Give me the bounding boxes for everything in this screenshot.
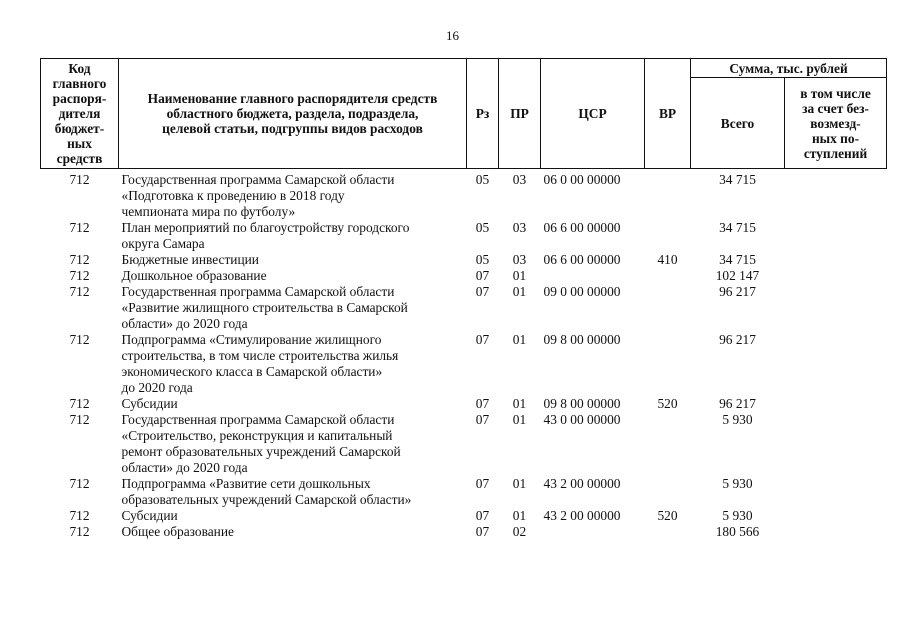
cell-code: 712 xyxy=(69,252,90,267)
cell-vr xyxy=(645,284,691,332)
cell-name-line: округа Самара xyxy=(121,236,205,251)
cell-rz: 05 xyxy=(475,220,490,235)
cell-gratuitous xyxy=(785,220,887,252)
cell-code: 712 xyxy=(69,172,90,187)
cell-rz: 07 xyxy=(475,284,490,299)
cell-csr: 09 8 00 00000 xyxy=(543,396,621,411)
cell-gratuitous xyxy=(785,524,887,540)
cell-name-line: Общее образование xyxy=(121,524,234,539)
cell-pr: 02 xyxy=(512,524,527,539)
cell-pr: 01 xyxy=(512,476,527,491)
cell-rz: 05 xyxy=(475,252,490,267)
cell-gratuitous xyxy=(785,508,887,524)
cell-name-line: области» до 2020 года xyxy=(121,460,248,475)
cell-name-line: Бюджетные инвестиции xyxy=(121,252,259,267)
cell-pr: 01 xyxy=(512,508,527,523)
table-row xyxy=(41,524,887,540)
cell-vr: 520 xyxy=(657,396,678,411)
cell-csr: 06 6 00 00000 xyxy=(543,220,621,235)
table-row xyxy=(41,508,887,524)
cell-vr: 410 xyxy=(657,252,678,267)
cell-name xyxy=(119,476,467,508)
cell-vr xyxy=(645,412,691,476)
budget-table xyxy=(40,58,887,540)
cell-pr: 01 xyxy=(512,396,527,411)
cell-rz: 07 xyxy=(475,412,490,427)
header-gratuitous: в том числе за счет без- возмезд- ных по- ступлений xyxy=(785,78,887,169)
cell-name-line: Подпрограмма «Развитие сети дошкольных xyxy=(121,476,371,491)
cell-pr: 01 xyxy=(512,412,527,427)
cell-name-line: ремонт образовательных учреждений Самарской xyxy=(121,444,401,459)
cell-name-line: строительства, в том числе строительства жилья xyxy=(121,348,399,363)
cell-name-line: Субсидии xyxy=(121,508,178,523)
cell-gratuitous xyxy=(785,284,887,332)
cell-name xyxy=(119,396,467,412)
cell-code: 712 xyxy=(69,396,90,411)
cell-total: 180 566 xyxy=(715,524,760,539)
header-vr: ВР xyxy=(645,59,691,169)
cell-rz: 07 xyxy=(475,508,490,523)
cell-name-line: Субсидии xyxy=(121,396,178,411)
cell-total: 34 715 xyxy=(719,252,756,267)
cell-rz: 07 xyxy=(475,476,490,491)
table-row xyxy=(41,396,887,412)
cell-code: 712 xyxy=(69,508,90,523)
cell-code: 712 xyxy=(69,284,90,299)
cell-vr xyxy=(645,268,691,284)
cell-gratuitous xyxy=(785,396,887,412)
cell-total: 34 715 xyxy=(719,220,756,235)
cell-name xyxy=(119,332,467,396)
cell-csr: 43 2 00 00000 xyxy=(543,476,621,491)
cell-total: 96 217 xyxy=(719,284,756,299)
cell-name-line: образовательных учреждений Самарской области» xyxy=(121,492,412,507)
cell-name-line: Государственная программа Самарской области xyxy=(121,172,395,187)
cell-name-line: План мероприятий по благоустройству городского xyxy=(121,220,410,235)
cell-rz: 05 xyxy=(475,172,490,187)
cell-vr: 520 xyxy=(657,508,678,523)
table-row xyxy=(41,220,887,252)
cell-csr xyxy=(541,268,645,284)
cell-code: 712 xyxy=(69,524,90,539)
cell-pr: 01 xyxy=(512,268,527,283)
header-csr: ЦСР xyxy=(541,59,645,169)
cell-code: 712 xyxy=(69,268,90,283)
table-row xyxy=(41,252,887,268)
table-body xyxy=(41,169,887,541)
cell-code: 712 xyxy=(69,412,90,427)
cell-vr xyxy=(645,524,691,540)
cell-pr: 03 xyxy=(512,220,527,235)
cell-csr: 43 0 00 00000 xyxy=(543,412,621,427)
cell-gratuitous xyxy=(785,268,887,284)
cell-rz: 07 xyxy=(475,268,490,283)
header-name: Наименование главного распорядителя средств областного бюджета, раздела, подраздела, целевой статьи, подгруппы видов расходов xyxy=(119,59,467,169)
cell-csr: 43 2 00 00000 xyxy=(543,508,621,523)
page-number: 16 xyxy=(446,28,459,43)
cell-code: 712 xyxy=(69,332,90,347)
cell-csr: 09 0 00 00000 xyxy=(543,284,621,299)
cell-name-line: «Строительство, реконструкция и капитальный xyxy=(121,428,393,443)
header-code: Код главного распоря- дителя бюджет- ных средств xyxy=(41,59,119,169)
cell-pr: 03 xyxy=(512,252,527,267)
cell-code: 712 xyxy=(69,476,90,491)
cell-name-line: Государственная программа Самарской области xyxy=(121,284,395,299)
cell-total: 96 217 xyxy=(719,396,756,411)
cell-vr xyxy=(645,332,691,396)
cell-name xyxy=(119,252,467,268)
cell-total: 34 715 xyxy=(719,172,756,187)
table-row xyxy=(41,169,887,221)
table-row xyxy=(41,412,887,476)
cell-total: 96 217 xyxy=(719,332,756,347)
header-sum: Сумма, тыс. рублей xyxy=(691,59,887,78)
cell-name xyxy=(119,169,467,221)
cell-name-line: области» до 2020 года xyxy=(121,316,248,331)
table-row xyxy=(41,284,887,332)
cell-total: 102 147 xyxy=(715,268,760,283)
cell-csr xyxy=(541,524,645,540)
header-total: Всего xyxy=(691,78,785,169)
cell-name-line: «Развитие жилищного строительства в Самарской xyxy=(121,300,408,315)
cell-pr: 01 xyxy=(512,332,527,347)
cell-name-line: чемпионата мира по футболу» xyxy=(121,204,296,219)
cell-total: 5 930 xyxy=(722,476,753,491)
table-row xyxy=(41,268,887,284)
cell-name xyxy=(119,508,467,524)
cell-vr xyxy=(645,476,691,508)
cell-rz: 07 xyxy=(475,524,490,539)
header-pr: ПР xyxy=(499,59,541,169)
cell-csr: 06 0 00 00000 xyxy=(543,172,621,187)
header-rz: Рз xyxy=(467,59,499,169)
cell-gratuitous xyxy=(785,332,887,396)
cell-vr xyxy=(645,169,691,221)
cell-name-line: Государственная программа Самарской области xyxy=(121,412,395,427)
cell-gratuitous xyxy=(785,169,887,221)
cell-name-line: экономического класса в Самарской области» xyxy=(121,364,383,379)
cell-pr: 03 xyxy=(512,172,527,187)
cell-csr: 09 8 00 00000 xyxy=(543,332,621,347)
cell-code: 712 xyxy=(69,220,90,235)
cell-name-line: Подпрограмма «Стимулирование жилищного xyxy=(121,332,382,347)
cell-pr: 01 xyxy=(512,284,527,299)
cell-csr: 06 6 00 00000 xyxy=(543,252,621,267)
cell-name xyxy=(119,220,467,252)
cell-name-line: до 2020 года xyxy=(121,380,193,395)
cell-total: 5 930 xyxy=(722,508,753,523)
cell-name xyxy=(119,524,467,540)
cell-gratuitous xyxy=(785,476,887,508)
cell-gratuitous xyxy=(785,412,887,476)
cell-name xyxy=(119,412,467,476)
cell-name-line: «Подготовка к проведению в 2018 году xyxy=(121,188,345,203)
cell-rz: 07 xyxy=(475,332,490,347)
cell-name xyxy=(119,284,467,332)
cell-vr xyxy=(645,220,691,252)
table-row xyxy=(41,332,887,396)
cell-name xyxy=(119,268,467,284)
cell-name-line: Дошкольное образование xyxy=(121,268,267,283)
cell-gratuitous xyxy=(785,252,887,268)
cell-total: 5 930 xyxy=(722,412,753,427)
cell-rz: 07 xyxy=(475,396,490,411)
table-row xyxy=(41,476,887,508)
